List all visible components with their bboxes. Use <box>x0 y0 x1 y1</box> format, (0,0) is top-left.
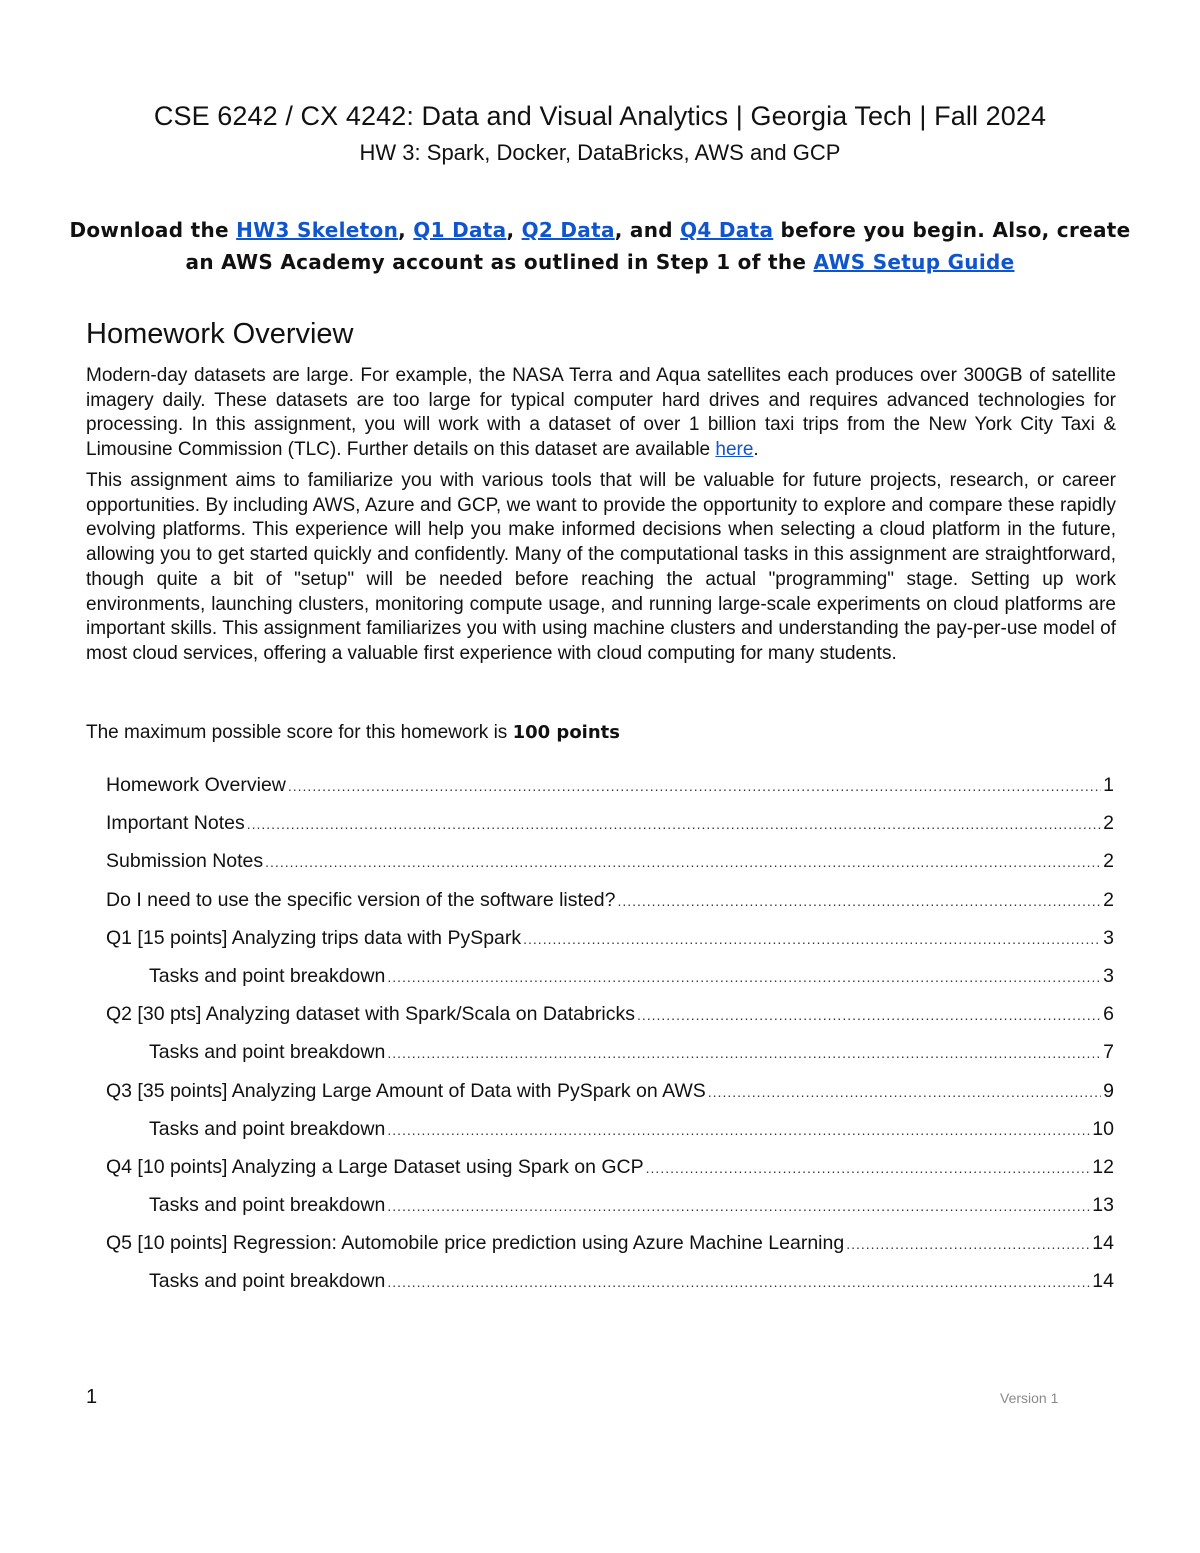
toc-entry-label: Tasks and point breakdown <box>149 1194 386 1217</box>
toc-entry-page: 6 <box>1103 1003 1114 1026</box>
toc-entry[interactable] <box>106 923 1114 961</box>
toc-entry[interactable] <box>106 808 1114 846</box>
overview-paragraph-1-end: . <box>753 439 759 461</box>
toc-leader-dots <box>708 1077 1101 1107</box>
score-prefix: The maximum possible score for this homework is <box>86 722 513 743</box>
toc-entry-page: 14 <box>1092 1232 1114 1255</box>
download-instructions <box>60 214 1140 278</box>
toc-entry-page: 3 <box>1103 926 1114 949</box>
toc-entry[interactable] <box>106 1152 1114 1190</box>
overview-paragraph-1-text: Modern-day datasets are large. For example, the NASA Terra and Aqua satellites each produces over 300GB of satellite imagery daily. These datasets are too large for typical computer hard drives and requires advanced technologies for processing. In this assignment, you will work with a dataset of over 1 billion taxi trips from the New York City Taxi & Limousine Commission (TLC). Further details on this dataset are available <box>86 365 1116 461</box>
toc-entry[interactable] <box>106 885 1114 923</box>
toc-entry-label: Tasks and point breakdown <box>149 1270 386 1293</box>
toc-leader-dots <box>387 1267 1090 1297</box>
toc-entry-label: Q4 [10 points] Analyzing a Large Dataset using Spark on GCP <box>106 1155 644 1178</box>
q1-data-link[interactable]: Q1 Data <box>413 218 507 242</box>
table-of-contents <box>106 770 1114 1305</box>
toc-leader-dots <box>265 847 1101 877</box>
toc-entry-label: Tasks and point breakdown <box>149 1117 386 1140</box>
toc-entry-page: 13 <box>1092 1194 1114 1217</box>
toc-entry-page: 14 <box>1092 1270 1114 1293</box>
download-sep-2: , <box>506 218 522 242</box>
toc-entry-page: 1 <box>1103 774 1114 796</box>
toc-entry-label: Q1 [15 points] Analyzing trips data with PySpark <box>106 926 522 949</box>
aws-setup-guide-link[interactable]: AWS Setup Guide <box>813 250 1015 274</box>
toc-entry-label: Q5 [10 points] Regression: Automobile price prediction using Azure Machine Learning <box>106 1232 845 1255</box>
toc-entry-page: 3 <box>1103 964 1114 987</box>
toc-leader-dots <box>646 1153 1091 1183</box>
toc-leader-dots <box>617 886 1101 916</box>
toc-leader-dots <box>387 1115 1090 1145</box>
toc-leader-dots <box>387 962 1101 992</box>
download-middle: before you begin. Also, create an AWS Academy account as outlined in Step 1 of the <box>185 218 1131 274</box>
toc-subentry[interactable] <box>106 1037 1114 1075</box>
toc-subentry[interactable] <box>106 961 1114 999</box>
hw3-skeleton-link[interactable]: HW3 Skeleton <box>236 218 399 242</box>
toc-entry-page: 12 <box>1092 1155 1114 1178</box>
toc-entry-page: 10 <box>1092 1117 1114 1140</box>
toc-entry-page: 9 <box>1103 1079 1114 1102</box>
toc-entry-label: Tasks and point breakdown <box>149 964 386 987</box>
page-number: 1 <box>86 1386 98 1408</box>
dataset-details-link[interactable]: here <box>715 439 754 461</box>
toc-entry-page: 7 <box>1103 1041 1114 1064</box>
toc-leader-dots <box>247 809 1101 839</box>
download-sep-1: , <box>398 218 414 242</box>
q2-data-link[interactable]: Q2 Data <box>521 218 615 242</box>
toc-leader-dots <box>387 1038 1101 1068</box>
score-value: 100 points <box>512 722 620 743</box>
toc-entry[interactable] <box>106 1076 1114 1114</box>
toc-leader-dots <box>637 1000 1101 1030</box>
toc-entry-label: Important Notes <box>106 812 245 835</box>
toc-leader-dots <box>387 1191 1090 1221</box>
toc-entry-label: Homework Overview <box>106 774 286 796</box>
version-label: Version 1 <box>1000 1390 1059 1406</box>
q4-data-link[interactable]: Q4 Data <box>680 218 774 242</box>
download-prefix: Download the <box>69 218 237 242</box>
toc-entry[interactable] <box>106 770 1114 808</box>
toc-entry[interactable] <box>106 846 1114 884</box>
toc-subentry[interactable] <box>106 1266 1114 1304</box>
toc-subentry[interactable] <box>106 1114 1114 1152</box>
toc-entry-page: 2 <box>1103 812 1114 835</box>
toc-leader-dots <box>288 771 1101 801</box>
toc-leader-dots <box>523 924 1101 954</box>
toc-entry-page: 2 <box>1103 888 1114 911</box>
download-sep-3: , and <box>614 218 681 242</box>
course-title: CSE 6242 / CX 4242: Data and Visual Analytics | Georgia Tech | Fall 2024 <box>153 101 1047 131</box>
toc-entry[interactable] <box>106 1228 1114 1266</box>
toc-leader-dots <box>846 1229 1090 1259</box>
overview-paragraph-2: This assignment aims to familiarize you with various tools that will be valuable for future projects, research, or career opportunities. By including AWS, Azure and GCP, we want to provide the opportunity to explore and compare these rapidly evolving platforms. This experience will help you make informed decisions when selecting a cloud platform in the future, allowing you to get started quickly and confidently. Many of the computational tasks in this assignment are straightforward, though quite a bit of "setup" will be needed before reaching the actual "programming" stage. Setting up work environments, launching clusters, monitoring compute usage, and running large-scale experiments on cloud platforms are important skills. This assignment familiarizes you with using machine clusters and understanding the pay-per-use model of most cloud services, offering a valuable first experience with cloud computing for many students. <box>86 470 1116 664</box>
homework-subtitle: HW 3: Spark, Docker, DataBricks, AWS and GCP <box>359 140 841 165</box>
overview-paragraph-1 <box>86 364 1116 463</box>
toc-entry-label: Q2 [30 pts] Analyzing dataset with Spark/Scala on Databricks <box>106 1003 635 1026</box>
toc-entry-page: 2 <box>1103 850 1114 873</box>
toc-subentry[interactable] <box>106 1190 1114 1228</box>
toc-entry-label: Submission Notes <box>106 850 264 873</box>
toc-entry-label: Q3 [35 points] Analyzing Large Amount of Data with PySpark on AWS <box>106 1079 706 1102</box>
overview-heading: Homework Overview <box>86 318 354 350</box>
max-score-line <box>86 721 620 745</box>
toc-entry-label: Tasks and point breakdown <box>149 1041 386 1064</box>
toc-entry[interactable] <box>106 999 1114 1037</box>
toc-entry-label: Do I need to use the specific version of the software listed? <box>106 888 616 911</box>
